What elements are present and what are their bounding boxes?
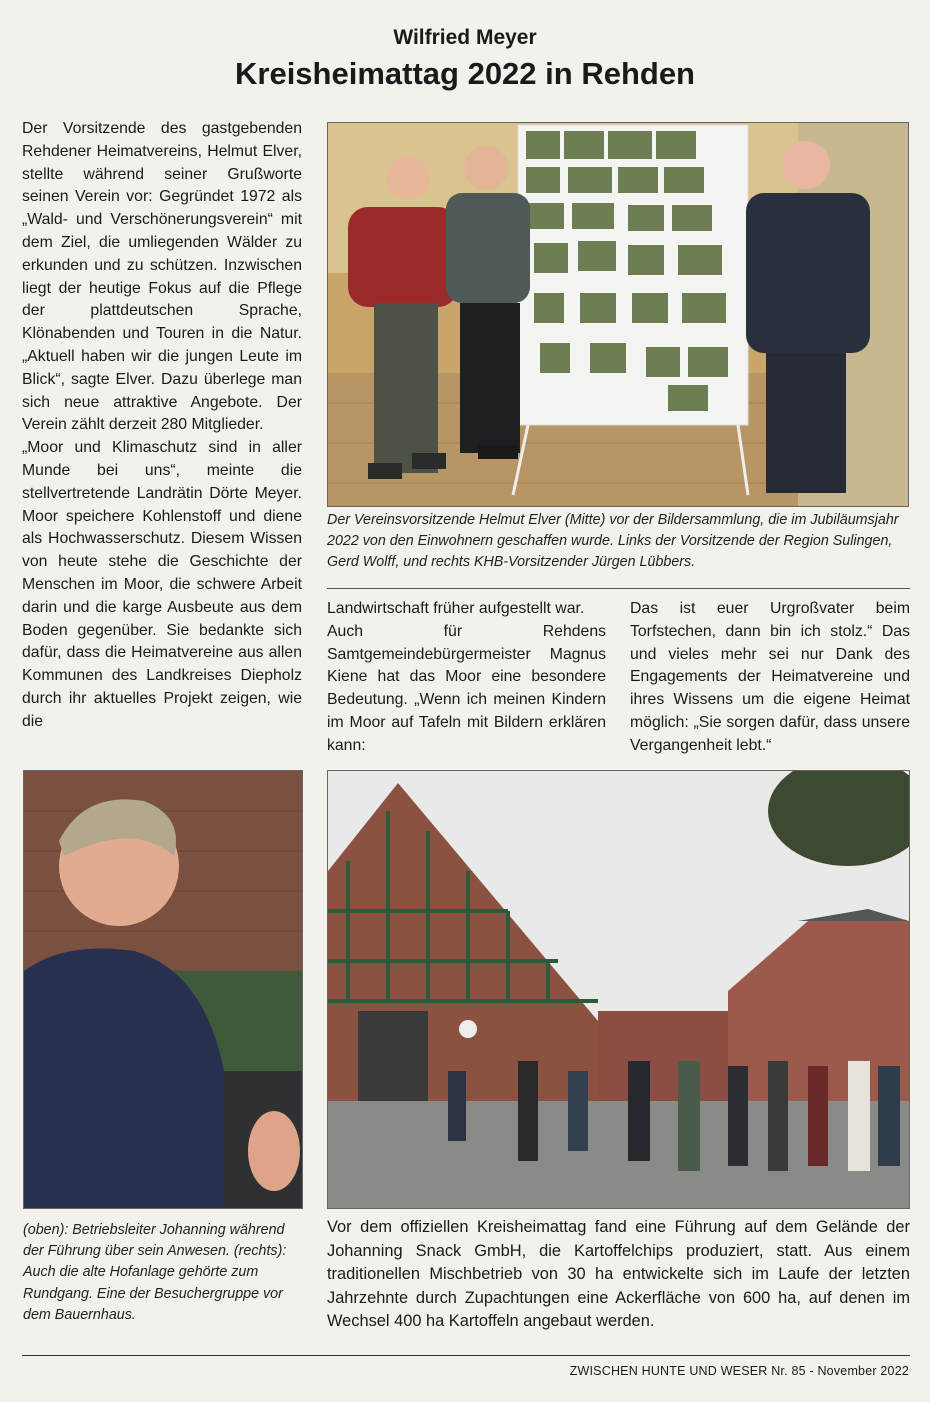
divider-line bbox=[327, 588, 910, 589]
author: Wilfried Meyer bbox=[393, 26, 537, 49]
paragraph: Das ist euer Urgroßvater beim Torfstechen, dann bin ich stolz.“ Das und vieles mehr sei nur Dank des Engagements der Heimatvereine und ihres Wissens um die eigene Heimat möglich: „Sie sorgen dafür, dass unsere Vergangenheit lebt.“ bbox=[630, 600, 910, 754]
photo-farmhouse bbox=[327, 770, 910, 1209]
photo-exhibition bbox=[327, 122, 909, 507]
paragraph: Auch für Rehdens Samtgemeindebürgermeister Magnus Kiene hat das Moor eine besondere Bedeutung. „Wenn ich meinen Kindern im Moor auf Tafeln mit Bildern erklären kann: bbox=[327, 622, 606, 754]
text-column-right bbox=[630, 598, 910, 758]
paragraph: Der Vorsitzende des gastgebenden Rehdener Heimatvereins, Helmut Elver, stellte während seiner Grußworte seinen Verein vor: Gegründet 1972 als „Wald- und Verschönerungsverein“ mit dem Ziel, die umliegenden Wälder zu erkunden und zu schützen. Inzwischen liegt der heutige Fokus auf die Pflege der plattdeutschen Sprache, Klönabenden und Touren in die Natur. „Aktuell haben wir die jungen Leute im Blick“, sagte Elver. Dazu überlege man sich neue attraktive Angebote. Der Verein zählt derzeit 280 Mitglieder. bbox=[22, 120, 302, 434]
article-title: Kreisheimattag 2022 in Rehden bbox=[235, 56, 695, 91]
text-column-middle bbox=[327, 598, 606, 758]
caption-johanning: (oben): Betriebsleiter Johanning während der Führung über sein Anwesen. (rechts): Auch die alte Hofanlage gehörte zum Rundgang. Eine der Besuchergruppe vor dem Bauernhaus. bbox=[23, 1222, 287, 1323]
footer-text: ZWISCHEN HUNTE UND WESER Nr. 85 - November 2022 bbox=[569, 1364, 909, 1378]
paragraph: Landwirtschaft früher aufgestellt war. bbox=[327, 600, 585, 617]
photo-johanning bbox=[23, 770, 303, 1209]
text-column-left bbox=[22, 118, 302, 734]
caption-exhibition: Der Vereinsvorsitzende Helmut Elver (Mitte) vor der Bildersammlung, die im Jubiläumsjahr 2022 von den Einwohnern geschaffen wurde. Links der Vorsitzende der Region Sulingen, Gerd Wolff, und rechts KHB-Vorsitzender Jürgen Lübbers. bbox=[327, 512, 899, 571]
paragraph: „Moor und Klimaschutz sind in aller Munde bei uns“, meinte die stellvertretende Landrätin Dörte Meyer. Moor speichere Kohlenstoff und diene als Hochwasserschutz. Diesem Wissen von heute stehe die Geschichte der Menschen im Moor, die schwere Arbeit darin und die karge Ausbeute aus dem Boden gegenüber. Sie bedankte sich dafür, dass die Heimatvereine aus allen Kommunen des Landkreises Diepholz durch ihr aktuelles Projekt zeigen, wie die bbox=[22, 439, 302, 730]
footer-divider bbox=[22, 1355, 910, 1356]
caption-farmhouse: Vor dem offiziellen Kreisheimattag fand eine Führung auf dem Gelände der Johanning Snack GmbH, die Kartoffelchips produziert, statt. Aus einem traditionellen Mischbetrieb von 30 ha entwickelte sich im Laufe der letzten Jahrzehnte durch Zupachtungen eine Ackerfläche von 600 ha, auf denen im Wechsel 400 ha Kartoffeln angebaut werden. bbox=[327, 1218, 910, 1330]
